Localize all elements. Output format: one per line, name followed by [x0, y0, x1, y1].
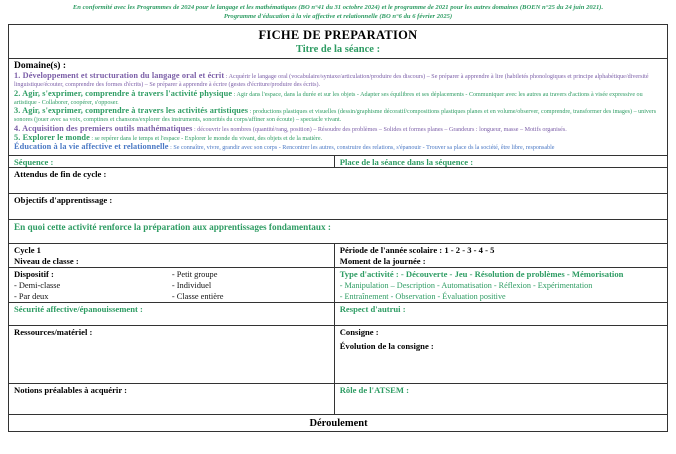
dispositif-label: Dispositif : — [14, 268, 54, 279]
place-sequence-label: Place de la séance dans la séquence : — [339, 156, 474, 167]
conformity-line-2: Programme d'éducation à la vie affective et relationnelle (BO n°6 du 6 février 2025) — [223, 13, 453, 20]
domaine-4-label: 4. Acquisition des premiers outils mathématiques — [14, 123, 193, 133]
conformity-line-1: En conformité avec les Programmes de 2024 pour le langage et les mathématiques (BO n°41 du 31 octobre 2024) et le programme de 2021 pour les autres domaines (BOEN n°25 du 24 juin 2021). — [72, 4, 604, 11]
securite-row — [9, 303, 667, 326]
notions-cell[interactable] — [9, 384, 335, 414]
objectifs-label: Objectifs d'apprentissage : — [14, 194, 113, 205]
domaine-item-2[interactable] — [14, 90, 662, 108]
sequence-row — [9, 156, 667, 168]
ressources-row — [9, 326, 667, 384]
notions-prealables-label: Notions préalables à acquérir : — [14, 384, 127, 395]
domaine-4-detail: : découvrir les nombres (quantité/rang, position) – Résoudre des problèmes – Solides et formes planes – Grandeurs : longueur, masse – Motifs organisés. — [192, 126, 567, 133]
ressources-cell[interactable] — [9, 326, 335, 383]
periode-cell[interactable] — [335, 244, 667, 267]
domaine-item-3[interactable] — [14, 107, 662, 125]
domaines-row — [9, 59, 667, 156]
dispositif-cell[interactable] — [9, 268, 335, 302]
domaine-1-label: 1. Développement et structuration du langage oral et écrit — [14, 71, 225, 80]
attendus-label: Attendus de fin de cycle : — [14, 168, 107, 179]
deroulement-cell — [9, 415, 667, 431]
securite-label: Sécurité affective/épanouissement : — [14, 303, 143, 314]
consigne-cell[interactable] — [335, 326, 667, 383]
domaine-1-detail: : Acquérir le langage oral (vocabulaire/syntaxe/articulation/produire des discours) – Se préparer à apprendre à lire (habiletés phonologiques et principe alphabétique/diversité linguistique/écouter, comprendre des formes d'écrits) – Se préparer à apprendre à écrire (gestes d'écriture/produire des écrits). — [14, 74, 649, 89]
page-title: FICHE DE PREPARATION — [258, 28, 418, 42]
type-activite-line-3[interactable]: - Entraînement - Observation - Évaluation positive — [339, 292, 506, 302]
domaine-item-1[interactable] — [14, 72, 662, 90]
dispositif-option-individuel[interactable]: - Individuel — [171, 280, 212, 290]
dispositif-option-demi-classe[interactable]: - Demi-classe — [14, 280, 61, 290]
domaine-5-label: 5. Explorer le monde — [14, 133, 90, 143]
type-activite-line-2[interactable]: - Manipulation – Description - Automatisation - Réflexion - Expérimentation — [339, 280, 593, 290]
notions-row — [9, 384, 667, 415]
preparation-sheet-table — [8, 24, 668, 432]
domaine-item-education-affective[interactable] — [14, 143, 662, 152]
domaine-3-detail: : productions plastiques et visuelles (dessin/graphisme décoratif/compositions plastiques planes et en volume/observer, comprendre, transformer des images) – univers sonores (jouer avec sa voix, comptines et chansons/explorer des instruments, sonorités du corps/affiner son écoute) – spectacle vivant. — [14, 109, 657, 124]
domaines-heading: Domaine(s) : — [14, 61, 66, 71]
domaine-6-detail: : Se connaître, vivre, grandir avec son corps - Rencontrer les autres, construire des relations, s'épanouir - Trouver sa place ds la société, être libre, responsable — [168, 145, 555, 152]
type-activite-line-1[interactable]: Type d'activité : - Découverte - Jeu - Résolution de problèmes - Mémorisation — [339, 268, 624, 279]
domaine-5-detail: : se repérer dans le temps et l'espace - Explorer le monde du vivant, des objets et de la matière. — [89, 136, 323, 143]
respect-autrui-cell[interactable] — [335, 303, 667, 325]
renforce-cell[interactable] — [9, 220, 667, 243]
domaine-2-label: 2. Agir, s'exprimer, comprendre à travers l'activité physique — [14, 88, 233, 98]
atsem-cell[interactable] — [335, 384, 667, 414]
periode-annee-label[interactable]: Période de l'année scolaire : 1 - 2 - 3 - 4 - 5 — [339, 244, 495, 255]
objectifs-cell[interactable] — [9, 194, 667, 219]
place-sequence-cell[interactable] — [335, 156, 667, 167]
session-title-field-label[interactable]: Titre de la séance : — [295, 44, 381, 55]
respect-autrui-label: Respect d'autrui : — [339, 303, 406, 314]
domaine-item-4[interactable] — [14, 125, 662, 134]
moment-journee-label: Moment de la journée : — [339, 255, 426, 266]
title-cell — [9, 25, 667, 58]
attendus-cell[interactable] — [9, 168, 667, 193]
dispositif-row — [9, 268, 667, 303]
dispositif-option-par-deux[interactable]: - Par deux — [14, 291, 49, 301]
attendus-row — [9, 168, 667, 194]
niveau-classe-label: Niveau de classe : — [14, 255, 79, 266]
cycle-label: Cycle 1 — [14, 244, 41, 255]
domaine-2-detail: : Agir dans l'espace, dans la durée et sur les objets - Adapter ses équilibres et ses déplacements - Communiquer avec les autres au travers d'actions à visée expressive ou artistique - Collaborer, coopérer, s'opposer. — [14, 91, 643, 106]
role-atsem-label: Rôle de l'ATSEM : — [339, 384, 410, 395]
dispositif-col-left — [14, 269, 172, 302]
dispositif-col-right — [172, 269, 330, 302]
deroulement-heading: Déroulement — [309, 417, 368, 429]
domaine-3-label: 3. Agir, s'exprimer, comprendre à travers les activités artistiques — [14, 106, 249, 116]
renforce-row — [9, 220, 667, 244]
domaine-6-label: Éducation à la vie affective et relationnelle — [14, 142, 169, 152]
renforce-label: En quoi cette activité renforce la préparation aux apprentissages fondamentaux : — [14, 221, 331, 232]
type-activite-cell[interactable] — [335, 268, 667, 302]
deroulement-row — [9, 415, 667, 431]
title-row — [9, 25, 667, 59]
evolution-consigne-label: Évolution de la consigne : — [339, 340, 434, 351]
dispositif-option-petit-groupe[interactable]: - Petit groupe — [171, 269, 218, 279]
domaines-cell — [9, 59, 667, 155]
cycle-row — [9, 244, 667, 268]
securite-cell[interactable] — [9, 303, 335, 325]
cycle-cell[interactable] — [9, 244, 335, 267]
sequence-label: Séquence : — [14, 156, 54, 167]
consigne-label: Consigne : — [339, 326, 379, 337]
sequence-cell[interactable] — [9, 156, 335, 167]
dispositif-option-classe-entiere[interactable]: - Classe entière — [171, 291, 224, 301]
objectifs-row — [9, 194, 667, 220]
conformity-header — [0, 0, 676, 21]
ressources-label: Ressources/matériel : — [14, 326, 93, 337]
